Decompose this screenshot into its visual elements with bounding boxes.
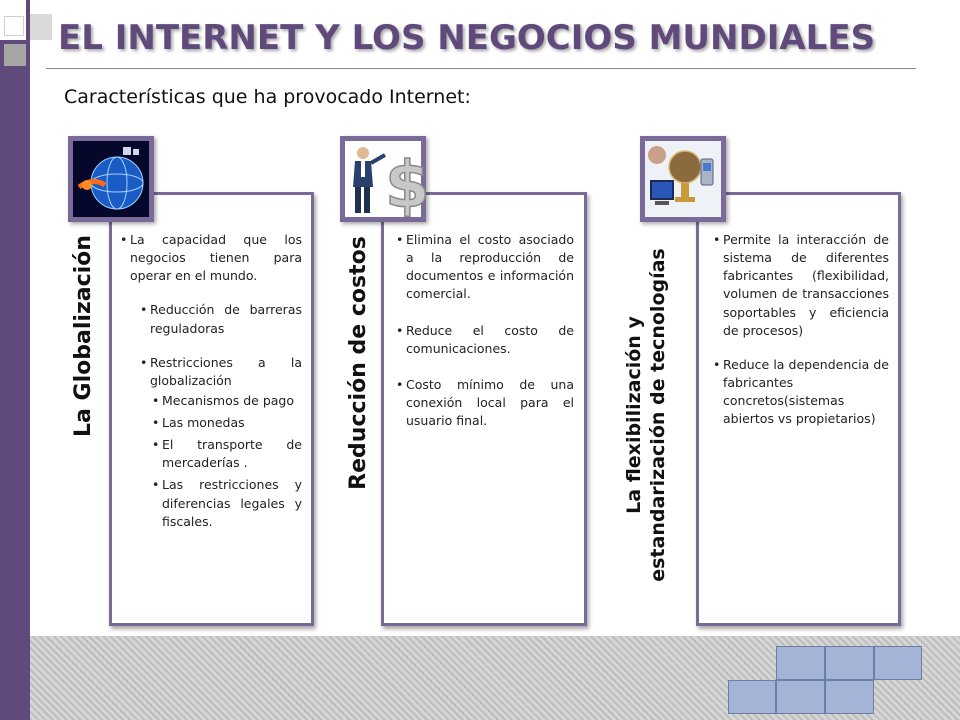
card-globalizacion-bullets xyxy=(120,231,302,535)
card-flexibilizacion xyxy=(696,192,901,626)
card-reduccion-costos-bullets xyxy=(396,231,574,440)
card-reduccion-costos-label: Reducción de costos xyxy=(346,236,371,490)
bullet: • Restricciones a la globalización xyxy=(140,354,302,390)
businessman-dollar-icon xyxy=(345,141,430,223)
corner-square-outline xyxy=(4,16,24,36)
globe-network-icon xyxy=(73,141,149,217)
card-flexibilizacion-label-line1: La flexibilización y xyxy=(623,316,645,514)
bullet-sub: • Las restricciones y diferencias legales y fiscales. xyxy=(152,476,302,530)
decor-tile xyxy=(825,646,874,680)
slide-title: EL INTERNET Y LOS NEGOCIOS MUNDIALES xyxy=(58,18,876,58)
card-reduccion-costos-thumbnail xyxy=(340,136,430,223)
title-divider xyxy=(46,68,916,69)
corner-square-gray xyxy=(4,44,26,66)
bullet: • Reduce la dependencia de fabricantes concretos(sistemas abiertos vs propietarios) xyxy=(713,356,889,429)
card-flexibilizacion-label xyxy=(622,226,671,604)
card-globalizacion-thumbnail xyxy=(68,136,154,222)
card-flexibilizacion-bullets xyxy=(713,231,889,438)
card-flexibilizacion-thumbnail xyxy=(640,136,726,222)
bullet-sub: • El transporte de mercaderías . xyxy=(152,436,302,472)
card-flexibilizacion-label-line2: estandarización de tecnologías xyxy=(647,248,670,582)
decor-tile xyxy=(874,646,922,680)
technology-devices-icon xyxy=(645,141,721,217)
card-globalizacion xyxy=(109,192,314,626)
decor-tile xyxy=(825,680,874,714)
slide-subtitle: Características que ha provocado Internet: xyxy=(64,86,471,108)
bullet-sub: • Mecanismos de pago xyxy=(152,392,302,410)
bullet: • Costo mínimo de una conexión local para el usuario final. xyxy=(396,376,574,430)
card-reduccion-costos xyxy=(381,192,587,626)
decor-tile xyxy=(776,646,825,680)
decor-tile xyxy=(776,680,825,714)
bullet: • Permite la interacción de sistema de diferentes fabricantes (flexibilidad, volumen de transacciones soportables y eficiencia de procesos) xyxy=(713,231,889,340)
card-globalizacion-label: La Globalización xyxy=(71,235,96,437)
decor-tile xyxy=(728,680,776,714)
svg-text:$: $ xyxy=(385,149,430,223)
bullet: • La capacidad que los negocios tienen para operar en el mundo. xyxy=(120,231,302,285)
bullet: • Reducción de barreras reguladoras xyxy=(140,301,302,337)
bullet: • Elimina el costo asociado a la reproducción de documentos e información comercial. xyxy=(396,231,574,304)
left-accent-bar xyxy=(0,0,30,720)
bullet-sub: • Las monedas xyxy=(152,414,302,432)
bullet: • Reduce el costo de comunicaciones. xyxy=(396,322,574,358)
corner-square-light-gray xyxy=(30,14,52,40)
